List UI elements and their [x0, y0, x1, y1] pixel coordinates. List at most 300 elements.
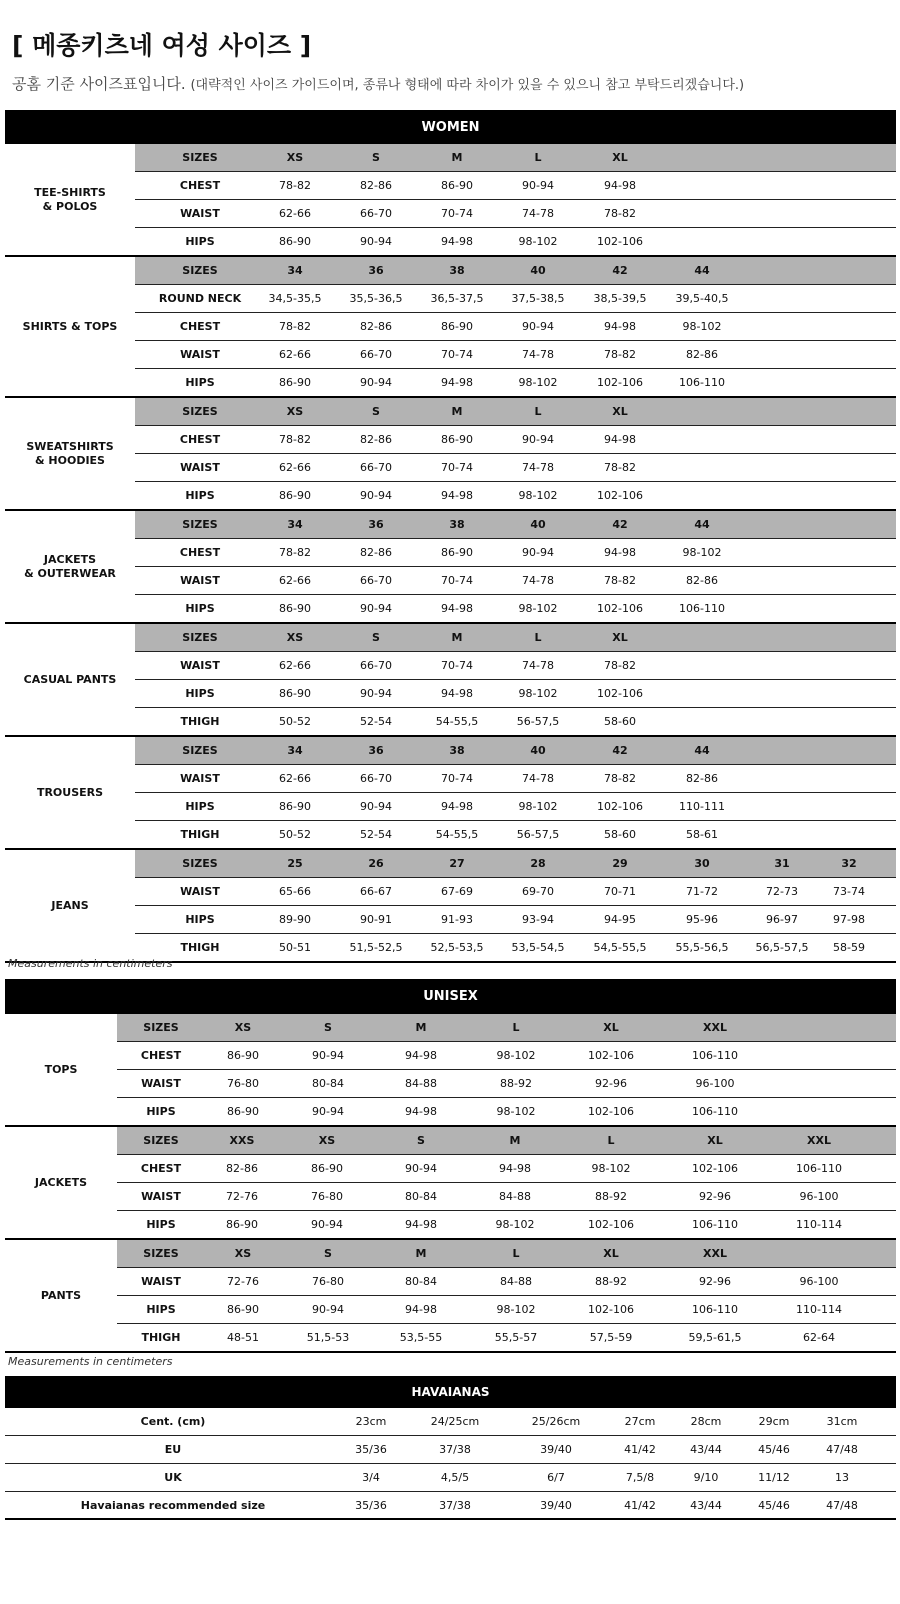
measure-label: WAIST [141, 1275, 181, 1288]
measurement-cell: 80-84 [405, 1190, 437, 1203]
measurement-cell: 78-82 [604, 348, 636, 361]
measurement-cell: 90-94 [360, 489, 392, 502]
measure-label: CHEST [140, 1049, 182, 1062]
size-header-cell: M [451, 405, 463, 418]
measurement-cell: 52,5-53,5 [430, 941, 484, 954]
measure-label: WAIST [180, 461, 220, 474]
havaianas-cell: 35/36 [355, 1443, 387, 1456]
havaianas-cell: 23cm [355, 1415, 387, 1428]
measurement-cell: 62-66 [279, 574, 311, 587]
size-header-cell: S [372, 151, 380, 164]
measurement-cell: 59,5-61,5 [688, 1331, 742, 1344]
havaianas-cell: 41/42 [624, 1443, 656, 1456]
women-section [5, 110, 896, 963]
havaianas-cell: 25/26cm [531, 1415, 581, 1428]
size-header-cell: 25 [287, 857, 303, 870]
size-group-sweatshirts-hoodies [5, 398, 896, 511]
measurement-cell: 57,5-59 [589, 1331, 633, 1344]
size-header-cell: L [512, 1021, 520, 1034]
measurement-cell: 94-98 [441, 800, 473, 813]
havaianas-cell: 39/40 [540, 1443, 572, 1456]
measurement-cell: 74-78 [522, 207, 554, 220]
table-row [117, 1183, 896, 1211]
table-row [135, 200, 896, 228]
size-header-cell: XL [612, 151, 628, 164]
table-row [135, 285, 896, 313]
measurement-cell: 55,5-56,5 [675, 941, 729, 954]
measurement-cell: 66-70 [360, 659, 392, 672]
measurement-cell: 78-82 [604, 207, 636, 220]
size-header-cell: M [451, 151, 463, 164]
measurement-cell: 66-70 [360, 348, 392, 361]
size-header-cell: L [534, 151, 542, 164]
measure-label: SIZES [182, 405, 218, 418]
measurement-cell: 90-94 [360, 687, 392, 700]
size-header-cell: 38 [449, 518, 465, 531]
measurement-cell: 98-102 [682, 320, 722, 333]
measurement-cell: 82-86 [226, 1162, 258, 1175]
size-header-cell: XS [286, 631, 304, 644]
measurement-cell: 80-84 [405, 1275, 437, 1288]
measurement-cell: 82-86 [360, 433, 392, 446]
measurement-cell: 52-54 [360, 828, 392, 841]
measurement-cell: 94-98 [441, 376, 473, 389]
size-header-cell: L [534, 631, 542, 644]
size-header-cell: XL [612, 405, 628, 418]
measurement-cell: 74-78 [522, 659, 554, 672]
size-header-cell: XXS [229, 1134, 255, 1147]
measurement-cell: 90-94 [360, 235, 392, 248]
measurement-cell: 51,5-53 [306, 1331, 350, 1344]
measurement-cell: 76-80 [227, 1077, 259, 1090]
measure-label: SIZES [143, 1021, 179, 1034]
havaianas-cell: 41/42 [624, 1499, 656, 1512]
havaianas-cell: 37/38 [439, 1443, 471, 1456]
measure-label: SIZES [143, 1247, 179, 1260]
measurement-cell: 70-74 [441, 659, 473, 672]
size-header-cell: XXL [703, 1021, 727, 1034]
measurement-cell: 86-90 [227, 1049, 259, 1062]
measure-label: HIPS [185, 800, 215, 813]
table-row [135, 172, 896, 200]
size-header-cell: 40 [530, 518, 546, 531]
size-header-cell: L [534, 405, 542, 418]
size-header-cell: 36 [368, 744, 384, 757]
measurement-cell: 86-90 [441, 179, 473, 192]
measurement-cell: 86-90 [279, 376, 311, 389]
measure-label: WAIST [180, 885, 220, 898]
size-header-cell: 28 [530, 857, 546, 870]
size-header-cell: 38 [449, 264, 465, 277]
table-row [135, 680, 896, 708]
size-group-tops [5, 1014, 896, 1127]
measure-label: SIZES [182, 631, 218, 644]
measurement-cell: 102-106 [692, 1162, 738, 1175]
size-header-cell: 44 [694, 744, 710, 757]
measurement-cell: 62-66 [279, 207, 311, 220]
table-row [135, 765, 896, 793]
measure-label: WAIST [180, 348, 220, 361]
measure-label: HIPS [185, 235, 215, 248]
measurement-cell: 86-90 [279, 800, 311, 813]
measurement-cell: 76-80 [312, 1275, 344, 1288]
measurement-cell: 95-96 [686, 913, 718, 926]
measurement-cell: 94-98 [405, 1303, 437, 1316]
measurement-cell: 50-51 [279, 941, 311, 954]
measurement-cell: 84-88 [499, 1190, 531, 1203]
measurement-cell: 51,5-52,5 [349, 941, 403, 954]
measurement-cell: 74-78 [522, 348, 554, 361]
measure-label: HIPS [146, 1303, 176, 1316]
measurement-cell: 58-60 [604, 828, 636, 841]
page-title: [ 메종키츠네 여성 사이즈 ] [12, 31, 312, 60]
table-row [117, 1211, 896, 1239]
measurement-cell: 102-106 [597, 687, 643, 700]
measure-label: WAIST [180, 772, 220, 785]
measurement-cell: 98-102 [496, 1303, 536, 1316]
measurement-cell: 92-96 [595, 1077, 627, 1090]
size-header-cell: 38 [449, 744, 465, 757]
measurement-cell: 94-98 [604, 433, 636, 446]
measure-label: THIGH [141, 1331, 181, 1344]
size-header-cell: XL [603, 1021, 619, 1034]
size-header-cell: 44 [694, 264, 710, 277]
havaianas-row [5, 1436, 896, 1464]
havaianas-cell: 43/44 [690, 1443, 722, 1456]
measurement-cell: 78-82 [604, 659, 636, 672]
size-group-shirts-tops [5, 257, 896, 398]
measurement-cell: 97-98 [833, 913, 865, 926]
measure-label: SIZES [143, 1134, 179, 1147]
havaianas-cell: 24/25cm [430, 1415, 480, 1428]
measurement-cell: 94-98 [441, 687, 473, 700]
measure-label: WAIST [141, 1190, 181, 1203]
measure-label: SIZES [182, 518, 218, 531]
havaianas-cell: 45/46 [758, 1499, 790, 1512]
havaianas-cell: 35/36 [355, 1499, 387, 1512]
havaianas-cell: 37/38 [439, 1499, 471, 1512]
size-header-cell: S [372, 631, 380, 644]
size-header-cell: M [415, 1247, 427, 1260]
measurement-cell: 102-106 [588, 1218, 634, 1231]
havaianas-row [5, 1464, 896, 1492]
measurement-cell: 56,5-57,5 [755, 941, 809, 954]
women-banner: WOMEN [5, 110, 896, 144]
table-row [135, 341, 896, 369]
unisex-banner: UNISEX [5, 979, 896, 1014]
measurement-cell: 53,5-55 [399, 1331, 443, 1344]
size-header-cell: 34 [287, 518, 303, 531]
measurement-cell: 50-52 [279, 828, 311, 841]
unisex-table [5, 1014, 896, 1353]
measure-label: SIZES [182, 151, 218, 164]
table-row [135, 878, 896, 906]
measurement-cell: 102-106 [597, 235, 643, 248]
size-header-cell: 34 [287, 744, 303, 757]
measure-label: HIPS [185, 913, 215, 926]
measurement-cell: 50-52 [279, 715, 311, 728]
size-header-cell: S [372, 405, 380, 418]
havaianas-table [5, 1408, 896, 1520]
havaianas-cell: 43/44 [690, 1499, 722, 1512]
measurement-cell: 86-90 [279, 687, 311, 700]
size-header-cell: 42 [612, 744, 628, 757]
measurement-cell: 78-82 [279, 320, 311, 333]
measurement-cell: 66-70 [360, 574, 392, 587]
measurement-cell: 98-102 [496, 1049, 536, 1062]
table-row [135, 567, 896, 595]
table-row [117, 1324, 896, 1352]
group-label: PANTS [40, 1288, 82, 1302]
measurement-cell: 96-100 [695, 1077, 735, 1090]
measurement-cell: 53,5-54,5 [511, 941, 565, 954]
measurement-cell: 94-98 [441, 602, 473, 615]
table-row [135, 595, 896, 623]
measurement-cell: 62-64 [803, 1331, 835, 1344]
size-header-row [135, 398, 896, 426]
measurement-cell: 54-55,5 [435, 828, 479, 841]
measurement-cell: 66-67 [360, 885, 392, 898]
measure-label: SIZES [182, 744, 218, 757]
table-row [117, 1268, 896, 1296]
size-header-row [117, 1240, 896, 1268]
table-row [117, 1296, 896, 1324]
measure-label: THIGH [180, 828, 220, 841]
size-header-cell: 27 [449, 857, 465, 870]
measure-label: ROUND NECK [158, 292, 242, 305]
size-header-cell: 26 [368, 857, 384, 870]
table-row [135, 369, 896, 397]
size-header-cell: 40 [530, 264, 546, 277]
measurement-cell: 73-74 [833, 885, 865, 898]
measurement-cell: 90-94 [312, 1105, 344, 1118]
havaianas-cell: 47/48 [826, 1499, 858, 1512]
measure-label: HIPS [146, 1218, 176, 1231]
measurement-cell: 56-57,5 [516, 828, 560, 841]
size-header-cell: XL [612, 631, 628, 644]
size-header-cell: XS [286, 405, 304, 418]
table-row [135, 313, 896, 341]
measurement-cell: 82-86 [686, 348, 718, 361]
measurement-cell: 62-66 [279, 348, 311, 361]
measurement-cell: 94-98 [405, 1218, 437, 1231]
measurement-cell: 58-59 [833, 941, 865, 954]
havaianas-cell: 9/10 [693, 1471, 719, 1484]
measure-label: HIPS [185, 376, 215, 389]
havaianas-row [5, 1408, 896, 1436]
table-row [117, 1070, 896, 1098]
havaianas-cell: 7,5/8 [625, 1471, 655, 1484]
unisex-measurement-note: Measurements in centimeters [8, 1355, 173, 1368]
measurement-cell: 48-51 [227, 1331, 259, 1344]
measurement-cell: 98-102 [518, 800, 558, 813]
measurement-cell: 66-70 [360, 772, 392, 785]
size-header-cell: 34 [287, 264, 303, 277]
measurement-cell: 82-86 [686, 574, 718, 587]
measurement-cell: 36,5-37,5 [430, 292, 484, 305]
measurement-cell: 96-100 [799, 1190, 839, 1203]
size-header-cell: S [324, 1247, 332, 1260]
measure-label: THIGH [180, 715, 220, 728]
table-row [135, 482, 896, 510]
table-row [135, 454, 896, 482]
measurement-cell: 110-114 [796, 1303, 842, 1316]
table-row [117, 1098, 896, 1126]
measurement-cell: 98-102 [495, 1218, 535, 1231]
measurement-cell: 70-74 [441, 461, 473, 474]
measurement-cell: 69-70 [522, 885, 554, 898]
table-row [135, 906, 896, 934]
measurement-cell: 70-74 [441, 207, 473, 220]
measurement-cell: 82-86 [686, 772, 718, 785]
measurement-cell: 98-102 [518, 687, 558, 700]
measurement-cell: 78-82 [279, 546, 311, 559]
measurement-cell: 34,5-35,5 [268, 292, 322, 305]
measurement-cell: 54,5-55,5 [593, 941, 647, 954]
measurement-cell: 92-96 [699, 1190, 731, 1203]
havaianas-banner: HAVAIANAS [5, 1376, 896, 1408]
havaianas-cell: 31cm [826, 1415, 858, 1428]
measurement-cell: 98-102 [591, 1162, 631, 1175]
measurement-cell: 86-90 [227, 1303, 259, 1316]
measurement-cell: 62-66 [279, 772, 311, 785]
measurement-cell: 106-110 [692, 1303, 738, 1316]
measure-label: WAIST [180, 207, 220, 220]
measurement-cell: 86-90 [441, 320, 473, 333]
size-header-row [135, 624, 896, 652]
measurement-cell: 58-60 [604, 715, 636, 728]
havaianas-cell: 28cm [690, 1415, 722, 1428]
size-group-jackets [5, 1127, 896, 1240]
measurement-cell: 78-82 [279, 433, 311, 446]
measurement-cell: 106-110 [679, 602, 725, 615]
measurement-cell: 94-98 [604, 179, 636, 192]
havaianas-cell: 47/48 [826, 1443, 858, 1456]
measurement-cell: 90-91 [360, 913, 392, 926]
measurement-cell: 102-106 [597, 602, 643, 615]
table-row [135, 426, 896, 454]
measurement-cell: 66-70 [360, 207, 392, 220]
measurement-cell: 92-96 [699, 1275, 731, 1288]
measure-label: SIZES [182, 264, 218, 277]
measurement-cell: 94-98 [405, 1049, 437, 1062]
measurement-cell: 86-90 [279, 489, 311, 502]
group-label: JACKETS & OUTERWEAR [24, 552, 116, 580]
measurement-cell: 98-102 [518, 235, 558, 248]
group-label: JACKETS [34, 1175, 88, 1189]
measurement-cell: 55,5-57 [494, 1331, 538, 1344]
group-label: TROUSERS [36, 785, 104, 799]
measurement-cell: 82-86 [360, 179, 392, 192]
measurement-cell: 91-93 [441, 913, 473, 926]
size-group-pants [5, 1240, 896, 1353]
measurement-cell: 89-90 [279, 913, 311, 926]
table-row [135, 793, 896, 821]
measurement-cell: 72-73 [766, 885, 798, 898]
measurement-cell: 74-78 [522, 574, 554, 587]
measurement-cell: 86-90 [441, 433, 473, 446]
group-label: CASUAL PANTS [23, 672, 117, 686]
group-label: SHIRTS & TOPS [22, 319, 118, 333]
measurement-cell: 93-94 [522, 913, 554, 926]
size-group-jeans [5, 850, 896, 963]
group-label: TOPS [44, 1062, 78, 1076]
table-row [135, 228, 896, 256]
size-header-cell: 44 [694, 518, 710, 531]
measurement-cell: 94-98 [604, 320, 636, 333]
size-header-cell: 30 [694, 857, 710, 870]
measurement-cell: 94-98 [441, 235, 473, 248]
measurement-cell: 102-106 [597, 800, 643, 813]
size-header-cell: M [451, 631, 463, 644]
measurement-cell: 102-106 [588, 1303, 634, 1316]
measurement-cell: 106-110 [692, 1049, 738, 1062]
havaianas-label: EU [164, 1443, 182, 1456]
measurement-cell: 70-74 [441, 574, 473, 587]
size-header-cell: L [512, 1247, 520, 1260]
measurement-cell: 86-90 [441, 546, 473, 559]
women-table [5, 144, 896, 963]
measurement-cell: 52-54 [360, 715, 392, 728]
size-header-row [135, 511, 896, 539]
measurement-cell: 84-88 [405, 1077, 437, 1090]
size-header-cell: 40 [530, 744, 546, 757]
size-group-tee-shirts-polos [5, 144, 896, 257]
measurement-cell: 78-82 [279, 179, 311, 192]
measurement-cell: 71-72 [686, 885, 718, 898]
measurement-cell: 90-94 [522, 433, 554, 446]
measurement-cell: 106-110 [692, 1105, 738, 1118]
measurement-cell: 110-111 [679, 800, 725, 813]
size-header-row [135, 144, 896, 172]
measurement-cell: 82-86 [360, 320, 392, 333]
measurement-cell: 102-106 [588, 1105, 634, 1118]
measure-label: WAIST [180, 574, 220, 587]
page-subtitle [12, 73, 744, 94]
size-header-cell: M [415, 1021, 427, 1034]
measurement-cell: 66-70 [360, 461, 392, 474]
measurement-cell: 70-74 [441, 348, 473, 361]
measurement-cell: 102-106 [597, 376, 643, 389]
measurement-cell: 106-110 [796, 1162, 842, 1175]
measure-label: HIPS [146, 1105, 176, 1118]
havaianas-label: Cent. (cm) [140, 1415, 206, 1428]
size-group-casual-pants [5, 624, 896, 737]
size-header-cell: L [607, 1134, 615, 1147]
measure-label: CHEST [179, 179, 221, 192]
measurement-cell: 62-66 [279, 461, 311, 474]
measurement-cell: 35,5-36,5 [349, 292, 403, 305]
table-row [135, 708, 896, 736]
table-row [117, 1042, 896, 1070]
size-header-cell: XXL [807, 1134, 831, 1147]
measurement-cell: 106-110 [692, 1218, 738, 1231]
size-header-row [117, 1014, 896, 1042]
havaianas-label: Havaianas recommended size [80, 1499, 266, 1512]
measure-label: WAIST [180, 659, 220, 672]
measurement-cell: 67-69 [441, 885, 473, 898]
measurement-cell: 65-66 [279, 885, 311, 898]
measurement-cell: 98-102 [518, 376, 558, 389]
measurement-cell: 94-98 [604, 546, 636, 559]
measurement-cell: 82-86 [360, 546, 392, 559]
measurement-cell: 38,5-39,5 [593, 292, 647, 305]
havaianas-cell: 27cm [624, 1415, 656, 1428]
size-header-cell: S [417, 1134, 425, 1147]
size-header-cell: XL [707, 1134, 723, 1147]
group-label: SWEATSHIRTS & HOODIES [26, 439, 114, 467]
measurement-cell: 86-90 [279, 602, 311, 615]
